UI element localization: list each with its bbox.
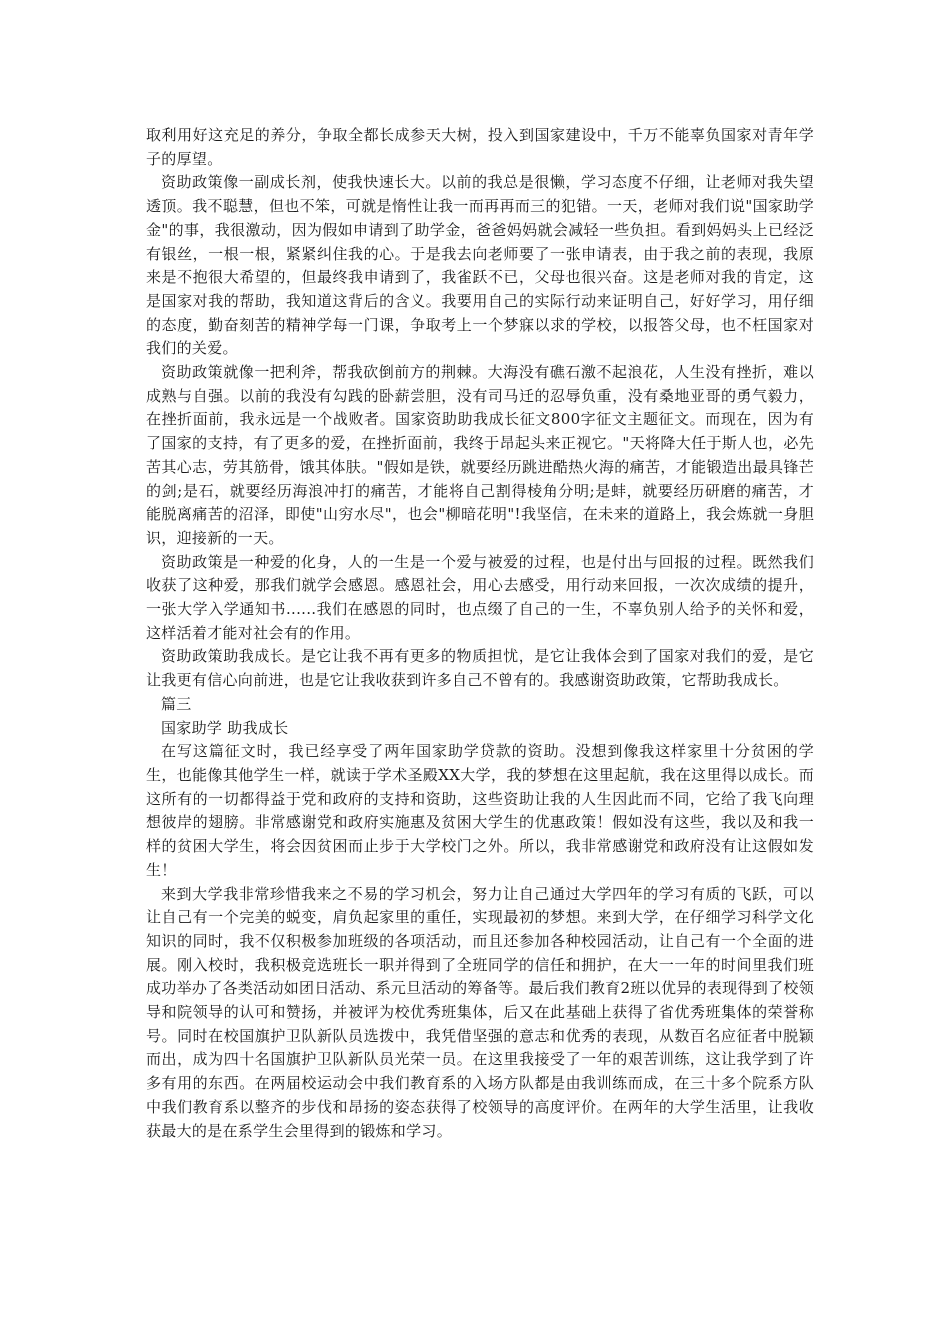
section-title: 国家助学 助我成长 — [161, 718, 289, 737]
paragraph-3: 资助政策就像一把利斧，帮我砍倒前方的荆棘。大海没有礁石激不起浪花，人生没有挫折，难以成熟与自强。以前的我没有勾践的卧薪尝胆，没有司马迁的忍辱负重，没有桑地亚哥的勇气毅力，在挫折面前，我永远是一个战败者。国家资助助我成长征文800字征文主题征文。而现在，因为有了国家的支持，有了更多的爱，在挫折面前，我终于昂起头来正视它。"天将降大任于斯人也，必先苦其心志，劳其筋骨，饿其体肤。"假如是铁，就要经历跳进酷热火海的痛苦，才能锻造出最具锋芒的剑;是石，就要经历海浪冲打的痛苦，才能将自己割得棱角分明;是蚌，就要经历研磨的痛苦，才能脱离痛苦的沼泽，即使"山穷水尽"，也会"柳暗花明"!我坚信，在未来的道路上，我会炼就一身胆识，迎接新的一天。 — [146, 363, 814, 547]
paragraph-5: 资助政策助我成长。是它让我不再有更多的物质担忧，是它让我体会到了国家对我们的爱，是它让我更有信心向前进，也是它让我收获到许多自己不曾有的。我感谢资助政策，它帮助我成长。 — [146, 647, 814, 690]
paragraph-7: 来到大学我非常珍惜我来之不易的学习机会，努力让自己通过大学四年的学习有质的飞跃，可以让自己有一个完美的蜕变，肩负起家里的重任，实现最初的梦想。来到大学，在仔细学习科学文化知识的同时，我不仅积极参加班级的各项活动，而且还参加各种校园活动，让自己有一个全面的进展。刚入校时，我积极竞选班长一职并得到了全班同学的信任和拥护，在大一一年的时间里我们班成功举办了各类活动如团日活动、系元旦活动的筹备等。最后我们教育2班以优异的表现得到了校领导和院领导的认可和赞扬，并被评为校优秀班集体，后又在此基础上获得了省优秀班集体的荣誉称号。同时在校国旗护卫队新队员选拨中，我凭借坚强的意志和优秀的表现，从数百名应征者中脱颖而出，成为四十名国旗护卫队新队员光荣一员。在这里我接受了一年的艰苦训练，这让我学到了许多有用的东西。在两届校运动会中我们教育系的入场方队都是由我训练而成，在三十多个院系方队中我们教育系以整齐的步伐和昂扬的姿态获得了校领导的高度评价。在两年的大学生活里，让我收获最大的是在系学生会里得到的锻炼和学习。 — [146, 884, 814, 1140]
document-body — [146, 124, 814, 1143]
paragraph-6: 在写这篇征文时，我已经享受了两年国家助学贷款的资助。没想到像我这样家里十分贫困的学生，也能像其他学生一样，就读于学术圣殿XX大学，我的梦想在这里起航，我在这里得以成长。而这所有的一切都得益于党和政府的支持和资助，这些资助让我的人生因此而不同，它给了我飞向理想彼岸的翅膀。非常感谢党和政府实施惠及贫困大学生的优惠政策！假如没有这些，我以及和我一样的贫困大学生，将会因贫困而止步于大学校门之外。所以，我非常感谢党和政府没有让这假如发生！ — [146, 742, 814, 879]
paragraph-2: 资助政策像一副成长剂，使我快速长大。以前的我总是很懒，学习态度不仔细，让老师对我失望透顶。我不聪慧，但也不笨，可就是惰性让我一而再再而三的犯错。一天，老师对我们说"国家助学金"的事，我很激动，因为假如申请到了助学金，爸爸妈妈就会减轻一些负担。看到妈妈头上已经泛有银丝，一根一根，紧紧纠住我的心。于是我去向老师要了一张申请表，由于我之前的表现，我原来是不抱很大希望的，但最终我申请到了，我雀跃不已，父母也很兴奋。这是老师对我的肯定，这是国家对我的帮助，我知道这背后的含义。我要用自己的实际行动来证明自己，好好学习，用仔细的态度，勤奋刻苦的精神学每一门课，争取考上一个梦寐以求的学校，以报答父母，也不枉国家对我们的关爱。 — [146, 173, 814, 358]
paragraph-1: 取利用好这充足的养分，争取全都长成参天大树，投入到国家建设中，千万不能辜负国家对青年学子的厚望。 — [146, 126, 814, 168]
section-label: 篇三 — [161, 694, 192, 713]
paragraph-4: 资助政策是一种爱的化身，人的一生是一个爱与被爱的过程，也是付出与回报的过程。既然我们收获了这种爱，那我们就学会感恩。感恩社会，用心去感受，用行动来回报，一次次成绩的提升，一张大学入学通知书......我们在感恩的同时，也点缀了自己的一生，不辜负别人给予的关怀和爱，这样活着才能对社会有的作用。 — [146, 552, 814, 642]
